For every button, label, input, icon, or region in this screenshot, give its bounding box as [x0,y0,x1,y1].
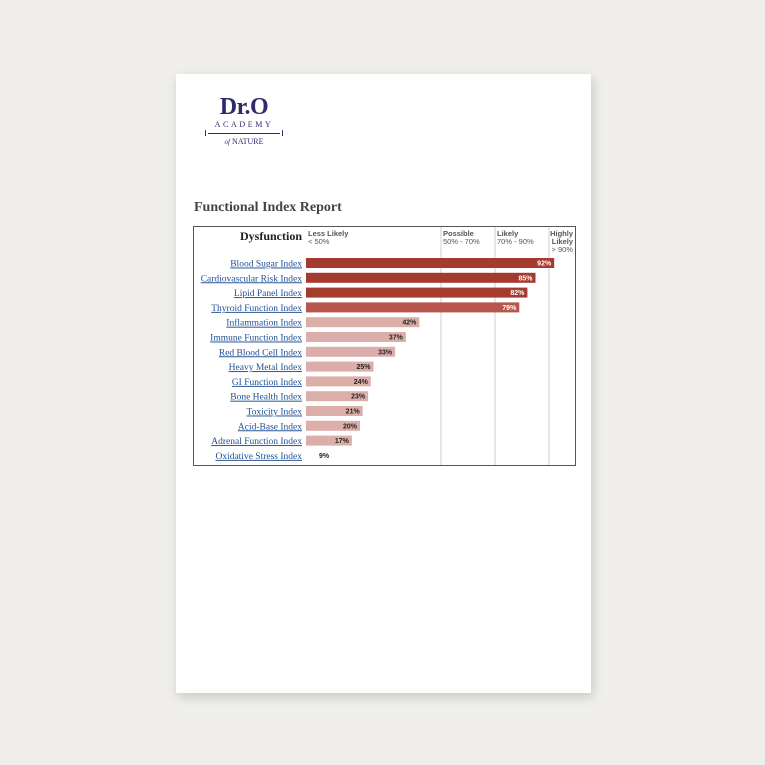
category-link-gi-function-index[interactable]: GI Function Index [231,377,302,388]
bar-cardiovascular-risk-index [306,273,536,283]
category-link-bone-health-index[interactable]: Bone Health Index [230,392,302,403]
category-link-immune-function-index[interactable]: Immune Function Index [210,333,302,344]
value-label-immune-function-index: 37% [388,334,403,342]
report-title: Functional Index Report [194,200,342,215]
band-range-possible: 50% - 70% [443,237,480,246]
category-link-thyroid-function-index[interactable]: Thyroid Function Index [211,303,302,314]
chart-svg [194,227,575,465]
category-link-blood-sugar-index[interactable]: Blood Sugar Index [230,259,302,270]
value-label-oxidative-stress-index: 9% [319,452,330,460]
category-link-acid-base-index[interactable]: Acid-Base Index [237,422,302,433]
band-label-less-likely: Less Likely [308,229,349,238]
value-label-acid-base-index: 20% [342,423,357,431]
dysfunction-header: Dysfunction [239,229,302,243]
brand-logo [205,95,283,147]
category-link-lipid-panel-index[interactable]: Lipid Panel Index [233,289,302,300]
logo-tag-nature: NATURE [231,137,264,146]
value-label-toxicity-index: 21% [345,408,360,416]
category-link-inflammation-index[interactable]: Inflammation Index [226,318,302,329]
category-link-heavy-metal-index[interactable]: Heavy Metal Index [228,363,302,374]
logo-tag-of: of [224,138,230,146]
value-label-red-blood-cell-index: 33% [378,349,393,357]
logo-wordmark: Dr.O [219,94,269,120]
value-label-lipid-panel-index: 82% [510,290,525,298]
band-label-highly-likely-1: Likely [551,237,573,246]
value-label-blood-sugar-index: 92% [537,260,552,268]
value-label-cardiovascular-risk-index: 85% [518,275,533,283]
category-link-red-blood-cell-index[interactable]: Red Blood Cell Index [218,348,302,359]
logo-academy: ACADEMY [214,120,274,129]
category-link-adrenal-function-index[interactable]: Adrenal Function Index [211,437,302,448]
logo-rule [205,130,283,136]
band-range-less-likely: < 50% [308,237,330,246]
category-link-oxidative-stress-index[interactable]: Oxidative Stress Index [215,451,302,462]
logo-tagline [205,137,283,147]
category-link-cardiovascular-risk-index[interactable]: Cardiovascular Risk Index [200,274,302,285]
band-range-likely: 70% - 90% [497,237,534,246]
band-label-likely: Likely [497,229,519,238]
chart-rows [201,258,555,462]
value-label-adrenal-function-index: 17% [334,438,349,446]
band-label-highly-likely-0: Highly [550,229,573,238]
bar-thyroid-function-index [306,302,519,312]
value-label-inflammation-index: 42% [402,319,417,327]
value-label-thyroid-function-index: 79% [502,304,517,312]
category-link-toxicity-index[interactable]: Toxicity Index [246,407,302,418]
bar-blood-sugar-index [306,258,554,268]
bar-lipid-panel-index [306,288,527,298]
value-label-heavy-metal-index: 25% [356,364,371,372]
value-label-gi-function-index: 24% [353,378,368,386]
band-label-possible: Possible [443,229,474,238]
functional-index-chart [193,226,576,466]
band-range-highly-likely: > 90% [551,245,573,254]
value-label-bone-health-index: 23% [351,393,366,401]
